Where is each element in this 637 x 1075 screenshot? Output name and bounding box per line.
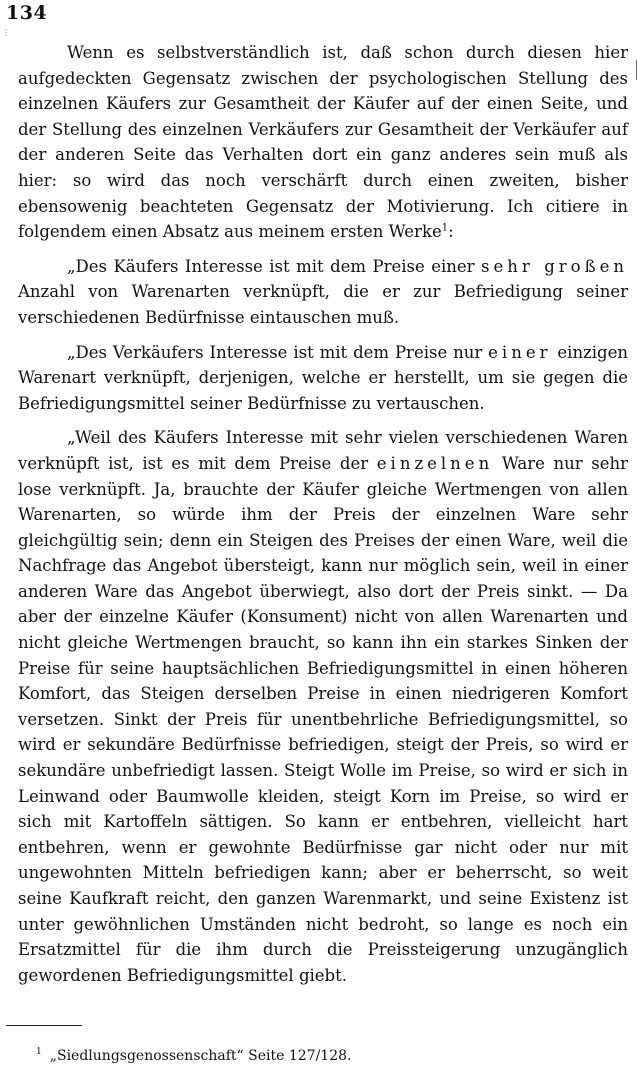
quote-buyer-detail-emphasis: einzelnen [376,453,494,473]
quote-buyer-interest-end: Anzahl von Warenarten verknüpft, die er zur Befriedigung seiner verschiedenen Bedürfnisse eintauschen muß. [18,282,628,327]
footnote-mark: 1 [36,1047,42,1058]
quote-seller-interest-emphasis: einer [488,342,552,362]
footnote-divider [6,1025,82,1027]
quote-buyer-detail-start: „Weil des Käufers Interesse mit sehr vielen verschiedenen Waren verknüpft ist, ist es mit dem Preise der [18,428,628,473]
quote-buyer-detail [18,425,628,988]
margin-edge-mark [633,60,637,80]
margin-dots: ⋮ [2,28,10,37]
quote-buyer-interest-emphasis: sehr großen [481,256,628,276]
paragraph-intro-colon: : [448,222,454,242]
quote-buyer-interest [18,254,628,331]
paragraph-intro [18,40,628,245]
footnote-reference: 1 [441,222,449,234]
quote-buyer-detail-end: Ware nur sehr lose verknüpft. Ja, brauchte der Käufer gleiche Wertmengen von allen Warenarten, so würde ihm der Preis der einzelnen Ware sehr gleichgültig sein; denn ein Steigen des Preises der einen Ware, weil die Nachfrage das Angebot übersteigt, kann nur möglich sein, weil in einer anderen Ware das Angebot überwiegt, also dort der Preis sinkt. — Da aber der einzelne Käufer (Konsument) nicht von allen Warenarten und nicht gleiche Wertmengen braucht, so kann ihn ein starkes Sinken der Preise für seine hauptsächlichen Befriedigungsmittel in einen höheren Komfort, das Steigen derselben Preise in einen niedrigeren Komfort versetzen. Sinkt der Preis für unentbehrliche Befriedigungsmittel, so wird er sekundäre Bedürfnisse befriedigen, steigt der Preis, so wird er sekundäre unbefriedigt lassen. Steigt Wolle im Preise, so wird er sich in Leinwand oder Baumwolle kleiden, steigt Korn im Preise, so wird er sich mit Kartoffeln sättigen. So kann er entbehren, vielleicht hart entbehren, wenn er gewohnte Bedürfnisse gar nicht oder nur mit ungewohnten Mitteln befriedigen kann; aber er beherrscht, so weit seine Kaufkraft reicht, den ganzen Warenmarkt, und seine Existenz ist unter gewöhnlichen Umständen nicht bedroht, so lange es noch ein Ersatzmittel für die ihm durch die Preissteigerung unzugänglich gewordenen Befriedigungsmittel giebt. [18,453,628,985]
quote-seller-interest-start: „Des Verkäufers Interesse ist mit dem Preise nur [67,342,483,362]
body-text [18,40,628,988]
footnote-text: „Siedlungsgenossenschaft“ Seite 127/128. [49,1048,352,1064]
page-number: 134 [6,2,48,24]
quote-seller-interest [18,340,628,417]
footnote [36,1047,351,1065]
quote-seller-interest-end: einzigen Warenart verknüpft, derjenigen, welche er herstellt, um sie gegen die Befriedigungsmittel seiner Bedürfnisse zu vertauschen. [18,342,628,413]
paragraph-intro-text: Wenn es selbstverständlich ist, daß schon durch diesen hier aufgedeckten Gegensatz zwischen der psychologischen Stellung des einzelnen Käufers zur Gesamtheit der Käufer auf der einen Seite, und der Stellung des einzelnen Verkäufers zur Gesamtheit der Verkäufer auf der anderen Seite das Verhalten dort ein ganz anderes sein muß als hier: so wird das noch verschärft durch einen zweiten, bisher ebensowenig beachteten Gegensatz der Motivierung. Ich citiere in folgendem einen Absatz aus meinem ersten Werke [18,43,628,242]
quote-buyer-interest-start: „Des Käufers Interesse ist mit dem Preise einer [67,256,475,276]
